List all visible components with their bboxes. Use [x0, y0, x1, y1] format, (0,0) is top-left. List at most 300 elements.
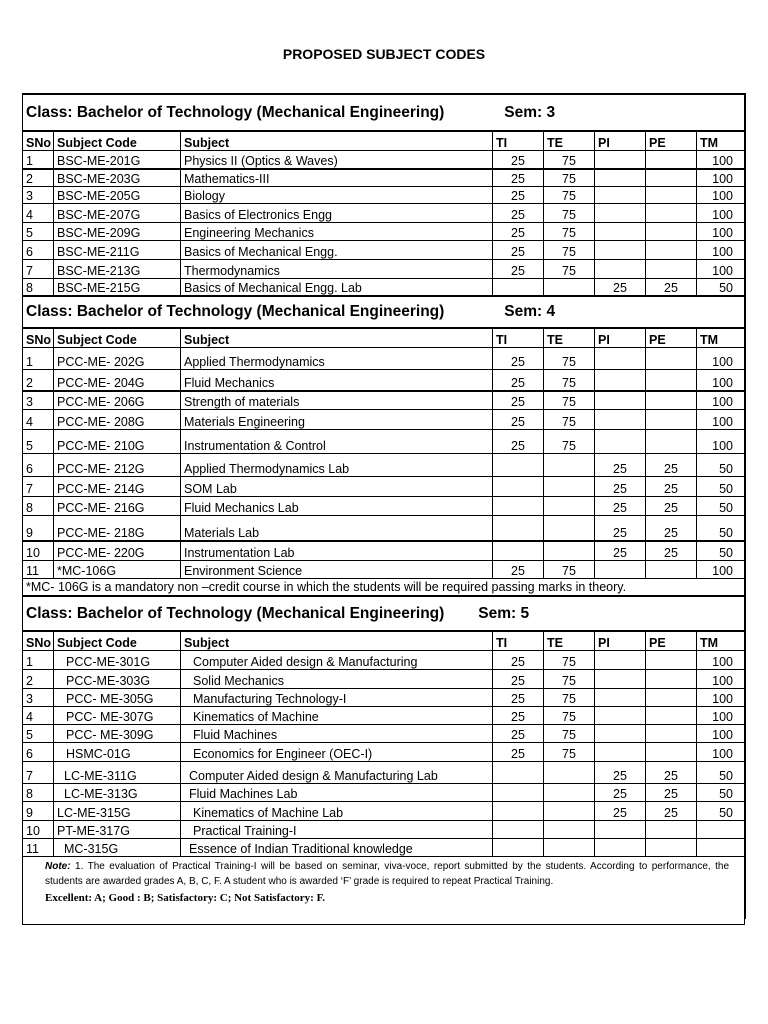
table-row	[23, 369, 746, 391]
cell-pe	[646, 186, 697, 203]
cell-subject: Fluid Machines Lab	[181, 783, 493, 801]
header-code: Subject Code	[54, 328, 181, 347]
cell-pi: 25	[595, 783, 646, 801]
table-row	[23, 429, 746, 453]
cell-code: *MC-106G	[54, 560, 181, 578]
cell-ti	[493, 496, 544, 515]
class-label: Class: Bachelor of Technology (Mechanical Engineering)	[26, 303, 445, 320]
cell-sno: 7	[23, 476, 54, 496]
cell-code: LC-ME-313G	[54, 783, 181, 801]
header-tm: TM	[697, 631, 746, 650]
cell-code: PCC-ME- 206G	[54, 391, 181, 409]
table-row	[23, 650, 746, 669]
cell-pi: 25	[595, 515, 646, 541]
table-row	[23, 203, 746, 222]
table-row	[23, 801, 746, 820]
sem4-header-row	[23, 328, 746, 347]
class-label: Class: Bachelor of Technology (Mechanical Engineering)	[26, 103, 445, 121]
cell-pe	[646, 688, 697, 706]
sem4-footnote-row	[23, 578, 746, 596]
cell-subject: Basics of Mechanical Engg.	[181, 240, 493, 259]
cell-code: PCC- ME-307G	[54, 706, 181, 724]
cell-code: BSC-ME-211G	[54, 240, 181, 259]
cell-subject: Basics of Electronics Engg	[181, 203, 493, 222]
cell-pe	[646, 429, 697, 453]
cell-code: BSC-ME-205G	[54, 186, 181, 203]
cell-code: PCC- ME-309G	[54, 724, 181, 742]
header-pi: PI	[595, 131, 646, 150]
table-row	[23, 820, 746, 838]
cell-pe	[646, 369, 697, 391]
cell-te	[544, 476, 595, 496]
cell-te	[544, 541, 595, 560]
cell-tm: 100	[697, 369, 746, 391]
header-subject: Subject	[181, 631, 493, 650]
cell-tm: 100	[697, 169, 746, 186]
table-row	[23, 278, 746, 296]
cell-sno: 3	[23, 391, 54, 409]
subject-codes-table	[22, 93, 746, 919]
header-tm: TM	[697, 328, 746, 347]
sem-label: Sem: 5	[478, 604, 530, 622]
header-sno: SNo	[23, 328, 54, 347]
header-code: Subject Code	[54, 131, 181, 150]
cell-te: 75	[544, 688, 595, 706]
cell-subject: Fluid Mechanics Lab	[181, 496, 493, 515]
cell-pi	[595, 560, 646, 578]
cell-tm: 100	[697, 688, 746, 706]
sem-label: Sem: 3	[504, 103, 556, 121]
cell-tm	[697, 820, 746, 838]
cell-pe: 25	[646, 476, 697, 496]
cell-tm: 50	[697, 801, 746, 820]
cell-sno: 9	[23, 801, 54, 820]
cell-pi	[595, 347, 646, 369]
cell-pi	[595, 838, 646, 856]
cell-subject: Environment Science	[181, 560, 493, 578]
cell-pe	[646, 222, 697, 240]
cell-ti: 25	[493, 186, 544, 203]
cell-sno: 2	[23, 669, 54, 688]
cell-pi: 25	[595, 278, 646, 296]
cell-pi	[595, 669, 646, 688]
cell-sno: 3	[23, 186, 54, 203]
cell-pe	[646, 240, 697, 259]
cell-te: 75	[544, 186, 595, 203]
cell-pe	[646, 391, 697, 409]
cell-pi	[595, 169, 646, 186]
cell-sno: 2	[23, 369, 54, 391]
table-row	[23, 560, 746, 578]
cell-tm: 100	[697, 724, 746, 742]
cell-subject: Computer Aided design & Manufacturing	[181, 650, 493, 669]
cell-te: 75	[544, 203, 595, 222]
cell-tm: 100	[697, 222, 746, 240]
cell-pi	[595, 240, 646, 259]
cell-ti: 25	[493, 169, 544, 186]
header-te: TE	[544, 328, 595, 347]
cell-ti: 25	[493, 259, 544, 278]
cell-subject: Fluid Machines	[181, 724, 493, 742]
cell-tm: 50	[697, 453, 746, 476]
header-ti: TI	[493, 631, 544, 650]
cell-pe	[646, 742, 697, 761]
cell-pe: 25	[646, 801, 697, 820]
table-row	[23, 515, 746, 541]
cell-pe	[646, 838, 697, 856]
cell-tm: 50	[697, 515, 746, 541]
cell-code: HSMC-01G	[54, 742, 181, 761]
cell-subject: Engineering Mechanics	[181, 222, 493, 240]
sem3-class-row	[23, 94, 746, 131]
cell-sno: 6	[23, 453, 54, 476]
table-row	[23, 409, 746, 429]
cell-te: 75	[544, 240, 595, 259]
table-row	[23, 838, 746, 856]
header-pe: PE	[646, 631, 697, 650]
cell-code: BSC-ME-209G	[54, 222, 181, 240]
cell-sno: 5	[23, 429, 54, 453]
cell-code: LC-ME-311G	[54, 761, 181, 783]
cell-pi	[595, 688, 646, 706]
cell-subject: Practical Training-I	[181, 820, 493, 838]
cell-tm: 50	[697, 761, 746, 783]
table-row	[23, 761, 746, 783]
cell-pi: 25	[595, 541, 646, 560]
header-pe: PE	[646, 131, 697, 150]
cell-tm	[697, 838, 746, 856]
cell-subject: Instrumentation Lab	[181, 541, 493, 560]
cell-sno: 11	[23, 838, 54, 856]
cell-code: PCC-ME-303G	[54, 669, 181, 688]
grades-legend: Excellent: A; Good : B; Satisfactory: C; Not Satisfactory: F.	[45, 891, 326, 904]
cell-code: BSC-ME-213G	[54, 259, 181, 278]
cell-sno: 8	[23, 278, 54, 296]
cell-te: 75	[544, 222, 595, 240]
cell-subject: Thermodynamics	[181, 259, 493, 278]
cell-code: LC-ME-315G	[54, 801, 181, 820]
table-row	[23, 259, 746, 278]
cell-te: 75	[544, 369, 595, 391]
header-ti: TI	[493, 328, 544, 347]
cell-pi	[595, 259, 646, 278]
table-row	[23, 453, 746, 476]
cell-code: PCC-ME- 218G	[54, 515, 181, 541]
cell-te	[544, 801, 595, 820]
cell-pi: 25	[595, 476, 646, 496]
cell-code: MC-315G	[54, 838, 181, 856]
cell-sno: 2	[23, 169, 54, 186]
class-label: Class: Bachelor of Technology (Mechanical Engineering)	[26, 604, 445, 622]
cell-te: 75	[544, 150, 595, 169]
cell-subject: Strength of materials	[181, 391, 493, 409]
cell-code: PCC-ME- 208G	[54, 409, 181, 429]
cell-pe	[646, 347, 697, 369]
cell-pe	[646, 409, 697, 429]
cell-sno: 3	[23, 688, 54, 706]
cell-pi	[595, 742, 646, 761]
cell-pi: 25	[595, 801, 646, 820]
cell-te	[544, 515, 595, 541]
cell-sno: 11	[23, 560, 54, 578]
cell-te: 75	[544, 724, 595, 742]
table-row	[23, 742, 746, 761]
cell-subject: Fluid Mechanics	[181, 369, 493, 391]
table-row	[23, 724, 746, 742]
table-row	[23, 476, 746, 496]
cell-pi	[595, 186, 646, 203]
cell-tm: 100	[697, 347, 746, 369]
cell-te: 75	[544, 650, 595, 669]
cell-subject: Physics II (Optics & Waves)	[181, 150, 493, 169]
cell-pe: 25	[646, 761, 697, 783]
cell-pe	[646, 820, 697, 838]
cell-ti	[493, 278, 544, 296]
header-tm: TM	[697, 131, 746, 150]
cell-tm: 100	[697, 429, 746, 453]
cell-code: PCC-ME- 202G	[54, 347, 181, 369]
cell-subject: Materials Engineering	[181, 409, 493, 429]
cell-tm: 50	[697, 541, 746, 560]
cell-pe	[646, 724, 697, 742]
header-sno: SNo	[23, 631, 54, 650]
cell-ti: 25	[493, 391, 544, 409]
cell-subject: SOM Lab	[181, 476, 493, 496]
table-row	[23, 669, 746, 688]
cell-sno: 8	[23, 496, 54, 515]
cell-tm: 100	[697, 669, 746, 688]
cell-pe: 25	[646, 515, 697, 541]
cell-ti	[493, 838, 544, 856]
cell-tm: 50	[697, 783, 746, 801]
cell-subject: Manufacturing Technology-I	[181, 688, 493, 706]
cell-ti: 25	[493, 240, 544, 259]
cell-code: BSC-ME-203G	[54, 169, 181, 186]
header-sno: SNo	[23, 131, 54, 150]
cell-te: 75	[544, 259, 595, 278]
cell-pe	[646, 650, 697, 669]
cell-tm: 100	[697, 650, 746, 669]
note-row	[23, 856, 746, 919]
cell-te: 75	[544, 169, 595, 186]
sem5-class-row	[23, 596, 746, 631]
table-row	[23, 186, 746, 203]
cell-ti: 25	[493, 203, 544, 222]
footnote: *MC- 106G is a mandatory non –credit course in which the students will be required passing marks in theory.	[23, 578, 746, 596]
cell-te: 75	[544, 560, 595, 578]
cell-pi	[595, 391, 646, 409]
table-row	[23, 347, 746, 369]
cell-subject: Applied Thermodynamics	[181, 347, 493, 369]
cell-pe	[646, 706, 697, 724]
cell-code: PCC-ME- 212G	[54, 453, 181, 476]
cell-code: BSC-ME-201G	[54, 150, 181, 169]
cell-ti	[493, 820, 544, 838]
table-row	[23, 706, 746, 724]
cell-code: PCC-ME- 216G	[54, 496, 181, 515]
cell-pe: 25	[646, 496, 697, 515]
cell-tm: 50	[697, 476, 746, 496]
cell-pi	[595, 650, 646, 669]
cell-ti: 25	[493, 369, 544, 391]
header-te: TE	[544, 131, 595, 150]
cell-pe	[646, 259, 697, 278]
header-ti: TI	[493, 131, 544, 150]
cell-pe	[646, 669, 697, 688]
table-row	[23, 541, 746, 560]
sem4-class-row	[23, 296, 746, 328]
cell-tm: 100	[697, 560, 746, 578]
cell-pi	[595, 150, 646, 169]
cell-pi	[595, 369, 646, 391]
header-te: TE	[544, 631, 595, 650]
cell-te	[544, 820, 595, 838]
cell-pe: 25	[646, 783, 697, 801]
sem5-header-row	[23, 631, 746, 650]
cell-ti: 25	[493, 706, 544, 724]
cell-tm: 100	[697, 186, 746, 203]
cell-pi	[595, 724, 646, 742]
cell-subject: Basics of Mechanical Engg. Lab	[181, 278, 493, 296]
cell-pe: 25	[646, 278, 697, 296]
cell-subject: Economics for Engineer (OEC-I)	[181, 742, 493, 761]
note-text: 1. The evaluation of Practical Training-I will be based on seminar, viva-voce, report submitted by the students. According to performance, the students are awarded grades A, B, C, F. A student who is awarded ‘F’ grade is required to repeat Practical Training.	[45, 860, 730, 887]
cell-sno: 6	[23, 240, 54, 259]
cell-te: 75	[544, 347, 595, 369]
cell-ti: 25	[493, 688, 544, 706]
cell-te	[544, 761, 595, 783]
table-row	[23, 240, 746, 259]
table-row	[23, 496, 746, 515]
cell-pe	[646, 150, 697, 169]
cell-code: PCC-ME- 220G	[54, 541, 181, 560]
cell-sno: 8	[23, 783, 54, 801]
cell-tm: 100	[697, 203, 746, 222]
cell-pi	[595, 203, 646, 222]
cell-code: PCC-ME- 204G	[54, 369, 181, 391]
cell-pe	[646, 203, 697, 222]
cell-ti	[493, 801, 544, 820]
cell-sno: 1	[23, 347, 54, 369]
cell-ti	[493, 515, 544, 541]
cell-sno: 10	[23, 541, 54, 560]
header-subject: Subject	[181, 328, 493, 347]
cell-sno: 6	[23, 742, 54, 761]
cell-ti	[493, 761, 544, 783]
cell-subject: Essence of Indian Traditional knowledge	[181, 838, 493, 856]
cell-pi	[595, 222, 646, 240]
sem-label: Sem: 4	[504, 303, 556, 320]
cell-ti	[493, 453, 544, 476]
cell-subject: Kinematics of Machine	[181, 706, 493, 724]
cell-subject: Solid Mechanics	[181, 669, 493, 688]
cell-tm: 100	[697, 742, 746, 761]
cell-code: PCC-ME- 214G	[54, 476, 181, 496]
cell-code: PT-ME-317G	[54, 820, 181, 838]
cell-code: PCC- ME-305G	[54, 688, 181, 706]
cell-tm: 100	[697, 391, 746, 409]
cell-tm: 100	[697, 409, 746, 429]
cell-te	[544, 496, 595, 515]
cell-ti: 25	[493, 409, 544, 429]
cell-ti: 25	[493, 669, 544, 688]
cell-subject: Mathematics-III	[181, 169, 493, 186]
cell-code: BSC-ME-207G	[54, 203, 181, 222]
header-pe: PE	[646, 328, 697, 347]
cell-subject: Computer Aided design & Manufacturing Lab	[181, 761, 493, 783]
cell-pe: 25	[646, 453, 697, 476]
table-row	[23, 150, 746, 169]
cell-ti: 25	[493, 724, 544, 742]
cell-code: PCC-ME- 210G	[54, 429, 181, 453]
cell-ti	[493, 476, 544, 496]
table-row	[23, 222, 746, 240]
cell-sno: 10	[23, 820, 54, 838]
cell-pi	[595, 409, 646, 429]
cell-ti	[493, 783, 544, 801]
cell-ti: 25	[493, 429, 544, 453]
cell-tm: 100	[697, 259, 746, 278]
cell-subject: Applied Thermodynamics Lab	[181, 453, 493, 476]
cell-pe	[646, 169, 697, 186]
cell-pi	[595, 706, 646, 724]
cell-tm: 100	[697, 240, 746, 259]
cell-ti: 25	[493, 150, 544, 169]
cell-te	[544, 278, 595, 296]
table-row	[23, 783, 746, 801]
cell-te: 75	[544, 669, 595, 688]
cell-ti: 25	[493, 650, 544, 669]
cell-code: PCC-ME-301G	[54, 650, 181, 669]
cell-sno: 4	[23, 409, 54, 429]
cell-ti: 25	[493, 347, 544, 369]
cell-te: 75	[544, 409, 595, 429]
cell-te	[544, 838, 595, 856]
cell-tm: 100	[697, 706, 746, 724]
cell-te: 75	[544, 429, 595, 453]
cell-te	[544, 453, 595, 476]
cell-te: 75	[544, 391, 595, 409]
cell-te: 75	[544, 742, 595, 761]
cell-sno: 9	[23, 515, 54, 541]
header-code: Subject Code	[54, 631, 181, 650]
cell-sno: 7	[23, 761, 54, 783]
table-row	[23, 169, 746, 186]
cell-pi: 25	[595, 453, 646, 476]
cell-ti	[493, 541, 544, 560]
cell-tm: 50	[697, 278, 746, 296]
cell-sno: 7	[23, 259, 54, 278]
cell-pi	[595, 820, 646, 838]
table-row	[23, 688, 746, 706]
cell-sno: 4	[23, 203, 54, 222]
cell-subject: Materials Lab	[181, 515, 493, 541]
cell-sno: 4	[23, 706, 54, 724]
page-title: PROPOSED SUBJECT CODES	[282, 46, 486, 62]
cell-ti: 25	[493, 560, 544, 578]
header-subject: Subject	[181, 131, 493, 150]
cell-pi: 25	[595, 496, 646, 515]
cell-pi	[595, 429, 646, 453]
table-row	[23, 391, 746, 409]
cell-subject: Kinematics of Machine Lab	[181, 801, 493, 820]
cell-sno: 1	[23, 150, 54, 169]
cell-sno: 5	[23, 724, 54, 742]
header-pi: PI	[595, 328, 646, 347]
header-pi: PI	[595, 631, 646, 650]
cell-pe: 25	[646, 541, 697, 560]
cell-sno: 5	[23, 222, 54, 240]
